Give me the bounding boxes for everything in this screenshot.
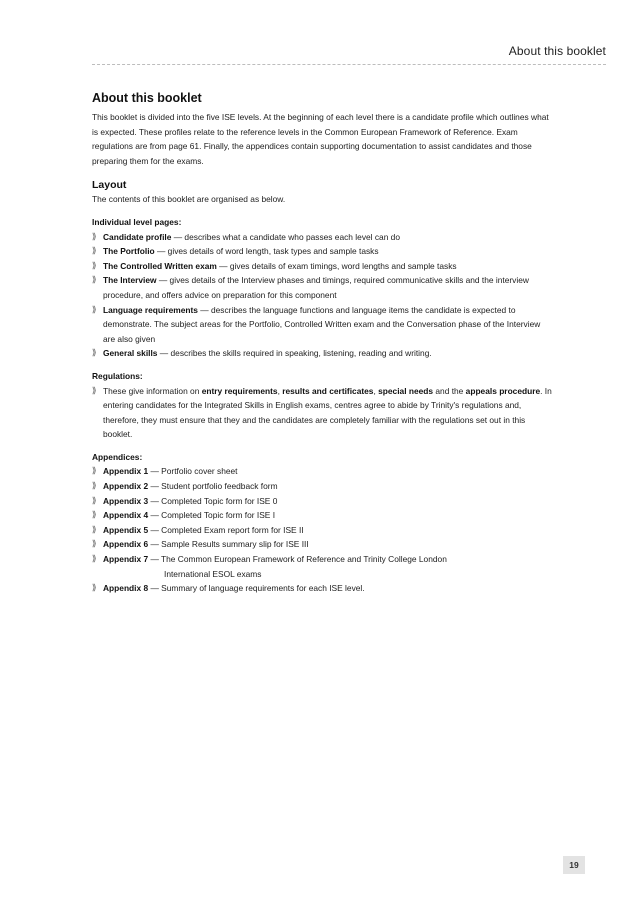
appendix-text: — Student portfolio feedback form xyxy=(148,481,278,492)
regulations-text-post: . In entering candidates for the Integrated Skills in English exams, centres agree to abide by Trinity's regulations and, therefore, they must ensure that they and the candidates are completely familiar with the regulations set out in this booklet. xyxy=(103,385,552,440)
bullet-icon: ⟫ xyxy=(92,495,97,505)
list-item-term: Language requirements xyxy=(103,304,198,315)
appendix-term: Appendix 5 xyxy=(103,524,149,535)
list-item-text: — gives details of exam timings, word lengths and sample tasks xyxy=(216,260,457,271)
appendix-term: Appendix 3 xyxy=(103,495,149,506)
bullet-icon: ⟫ xyxy=(92,524,97,534)
bullet-icon: ⟫ xyxy=(92,539,97,549)
running-header: About this booklet xyxy=(508,44,606,58)
list-item xyxy=(92,230,552,245)
appendix-text: — The Common European Framework of Reference and Trinity College London xyxy=(148,554,447,565)
list-item xyxy=(92,384,552,442)
bullet-icon: ⟫ xyxy=(92,260,97,270)
list-item xyxy=(92,537,552,552)
section-title: About this booklet xyxy=(92,91,202,105)
list-item xyxy=(92,494,552,509)
list-item xyxy=(92,244,552,259)
list-item xyxy=(92,259,552,274)
appendix-term: Appendix 8 xyxy=(103,583,149,594)
list-item xyxy=(92,464,552,479)
term-entry-requirements: entry requirements xyxy=(201,385,278,396)
layout-heading: Layout xyxy=(92,179,127,192)
list-item-text: — describes the language functions and language items the candidate is expected to demonstrate. The subject areas for the Portfolio, Controlled Written exam and the Conversation phase of the Interview are also given xyxy=(103,304,541,344)
list-item-term: The Controlled Written exam xyxy=(103,260,217,271)
separator: , xyxy=(373,385,379,396)
appendix-text: — Sample Results summary slip for ISE III xyxy=(148,539,309,550)
appendix-term: Appendix 4 xyxy=(103,510,149,521)
appendix-term: Appendix 2 xyxy=(103,481,149,492)
list-item xyxy=(92,508,552,523)
bullet-icon: ⟫ xyxy=(92,304,97,314)
list-item-text: — describes what a candidate who passes each level can do xyxy=(171,231,400,242)
list-item-text: — gives details of word length, task types and sample tasks xyxy=(154,246,379,257)
bullet-icon: ⟫ xyxy=(92,554,97,564)
intro-paragraph: This booklet is divided into the five ISE levels. At the beginning of each level there is a candidate profile which outlines what is expected. These profiles relate to the reference levels in the Common European Framework of Reference. Exam regulations are from page 61. Finally, the appendices contain supporting documentation to assist candidates and those preparing them for the exams. xyxy=(92,112,549,166)
bullet-icon: ⟫ xyxy=(92,246,97,256)
appendix-text: — Summary of language requirements for each ISE level. xyxy=(148,583,365,594)
appendices-heading: Appendices: xyxy=(92,451,143,462)
list-item xyxy=(92,552,552,581)
list-item-term: General skills xyxy=(103,348,158,359)
bullet-icon: ⟫ xyxy=(92,583,97,593)
list-item-term: Candidate profile xyxy=(103,231,172,242)
list-item-term: The Portfolio xyxy=(103,246,155,257)
list-item xyxy=(92,523,552,538)
bullet-icon: ⟫ xyxy=(92,348,97,358)
term-results-certificates: results and certificates xyxy=(282,385,374,396)
individual-level-list xyxy=(92,230,552,361)
appendix-text: — Completed Topic form for ISE I xyxy=(148,510,276,521)
appendices-list xyxy=(92,464,552,595)
appendix-text: — Completed Topic form for ISE 0 xyxy=(148,495,278,506)
bullet-icon: ⟫ xyxy=(92,385,97,395)
regulations-heading: Regulations: xyxy=(92,370,143,381)
separator: , xyxy=(277,385,283,396)
appendix-text: — Completed Exam report form for ISE II xyxy=(148,524,304,535)
regulations-list xyxy=(92,384,552,442)
individual-level-heading: Individual level pages: xyxy=(92,216,182,227)
list-item-term: The Interview xyxy=(103,275,157,286)
appendix-text-continued: International ESOL exams xyxy=(164,568,262,579)
list-item-text: — gives details of the Interview phases and timings, required communicative skills and the interview procedure, and offers advice on preparation for this component xyxy=(103,275,529,300)
term-special-needs: special needs xyxy=(378,385,434,396)
bullet-icon: ⟫ xyxy=(92,466,97,476)
appendix-term: Appendix 1 xyxy=(103,466,149,477)
bullet-icon: ⟫ xyxy=(92,481,97,491)
list-item xyxy=(92,479,552,494)
term-appeals-procedure: appeals procedure xyxy=(465,385,541,396)
list-item xyxy=(92,346,552,361)
list-item xyxy=(92,273,552,302)
main-content xyxy=(92,91,552,596)
separator: and the xyxy=(433,385,466,396)
appendix-term: Appendix 6 xyxy=(103,539,149,550)
bullet-icon: ⟫ xyxy=(92,275,97,285)
page-number: 19 xyxy=(563,856,585,874)
bullet-icon: ⟫ xyxy=(92,231,97,241)
appendix-text: — Portfolio cover sheet xyxy=(148,466,238,477)
list-item xyxy=(92,581,552,596)
appendix-term: Appendix 7 xyxy=(103,554,149,565)
layout-intro: The contents of this booklet are organised as below. xyxy=(92,194,286,205)
list-item-text: — describes the skills required in speaking, listening, reading and writing. xyxy=(157,348,432,359)
list-item xyxy=(92,303,552,347)
header-divider xyxy=(92,64,606,65)
bullet-icon: ⟫ xyxy=(92,510,97,520)
regulations-text-pre: These give information on xyxy=(103,385,202,396)
